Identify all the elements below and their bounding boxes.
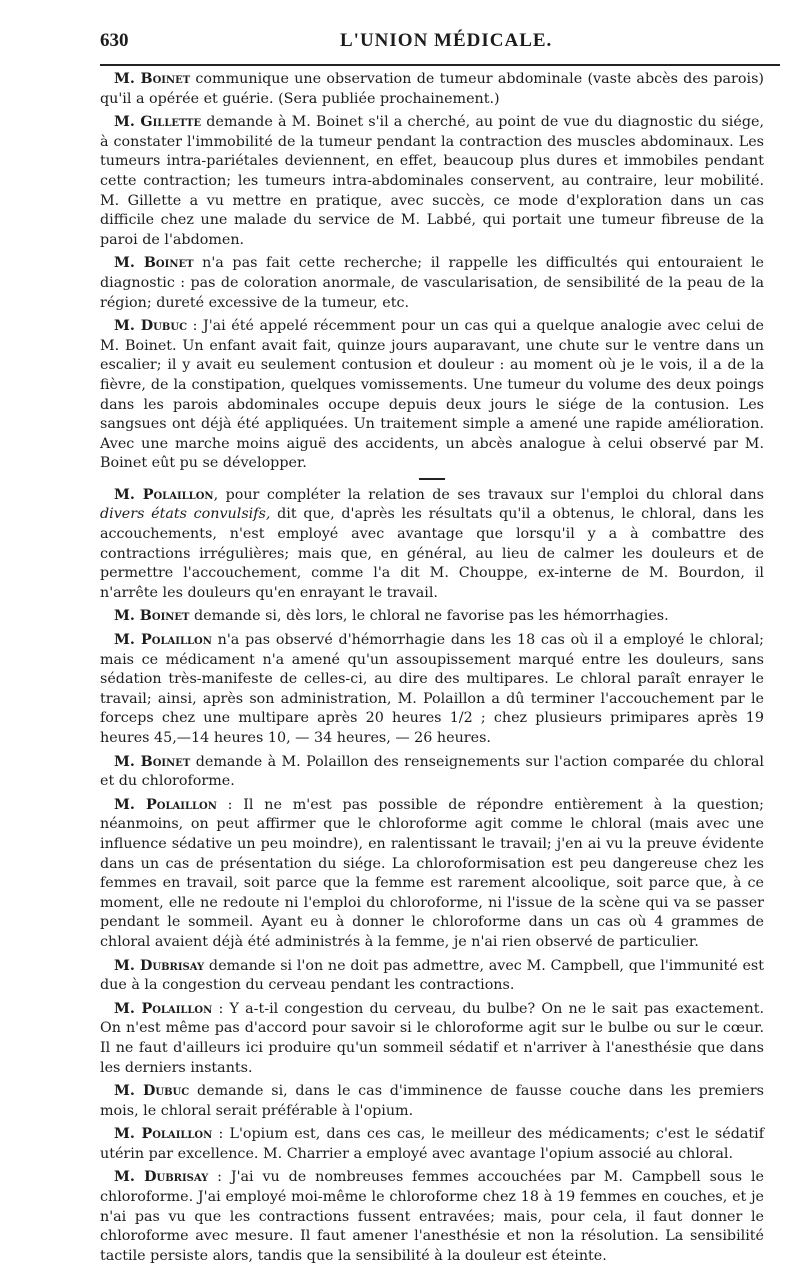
paragraph-boinet-4 bbox=[100, 753, 764, 792]
paragraph-text: n'a pas observé d'hémorrhagie dans les 18 cas où il a employé le chloral; mais ce médicament n'a amené qu'un assoupissement marqué entre les douleurs, sans sédation très-manifeste de celles-ci, au dire des multipares. Le chloral paraît enrayer le travail; ainsi, après son administration, M. Polaillon a dû terminer l'accouchement par le forceps chez une multipare après 20 heures 1/2 ; chez plusieurs primipares après 19 heures 45,—14 heures 10, — 34 heures, — 26 heures. bbox=[100, 632, 764, 746]
speaker-name: M. Dubrisay bbox=[114, 1169, 209, 1186]
speaker-name: M. Polaillon bbox=[114, 1000, 213, 1017]
paragraph-text: : J'ai été appelé récemment pour un cas qui a quelque analogie avec celui de M. Boinet. Un enfant avait fait, quinze jours auparavant, une chute sur le ventre dans un escalier; il y avait eu seulement contusion et douleur : au moment où je le vois, il a de la fièvre, de la constipation, quelques vomissements. Une tumeur du volume des deux poings dans les parois abdominales occupe depuis deux jours le siége de la contusion. Les sangsues ont déjà été appliquées. Un traitement simple a amené une rapide amélioration. Avec une marche moins aiguë des accidents, un abcès analogue à celui observé par M. Boinet eût pu se développer. bbox=[100, 318, 765, 472]
paragraph-polaillon-3 bbox=[100, 796, 764, 953]
speaker-name: M. Gillette bbox=[114, 114, 202, 131]
paragraph-dubuc-1 bbox=[100, 317, 764, 474]
paragraph-text: demande si l'on ne doit pas admettre, avec M. Campbell, que l'immunité est due à la congestion du cerveau pendant les contractions. bbox=[100, 957, 764, 994]
page-number: 630 bbox=[100, 30, 129, 51]
paragraph-gillette-1 bbox=[100, 113, 764, 250]
speaker-name: M. Polaillon bbox=[114, 1126, 213, 1143]
speaker-name: M. Polaillon bbox=[114, 796, 217, 813]
paragraph-polaillon-2 bbox=[100, 631, 764, 749]
paragraph-polaillon-4 bbox=[100, 1000, 764, 1078]
page-header bbox=[100, 30, 764, 62]
paragraph-text: : Il ne m'est pas possible de répondre entièrement à la question; néanmoins, on peut affirmer que le chloroforme agit comme le chloral (mais avec une influence sédative un peu moindre), en ralentissant le travail; j'en ai vu la preuve évidente dans un cas de présentation du siége. La chloroformisation est peu dangereuse chez les femmes en travail, soit parce que la femme est rarement alcoolique, soit parce que, à ce moment, elle ne redoute ni l'emploi du chloroforme, ni l'issue de la scène qui va se passer pendant le sommeil. Ayant eu à donner le chloroforme dans un cas où 4 grammes de chloral avaient déjà été administrés à la femme, je n'ai rien observé de particulier. bbox=[100, 796, 764, 950]
journal-title: L'UNION MÉDICALE. bbox=[340, 30, 553, 51]
speaker-name: M. Polaillon bbox=[114, 486, 214, 503]
paragraph-text: demande à M. Polaillon des renseignements sur l'action comparée du chloral et du chloroforme. bbox=[100, 753, 764, 790]
paragraph-text: : Y a-t-il congestion du cerveau, du bulbe? On ne le sait pas exactement. On n'est même pas d'accord pour savoir si le chloroforme agit sur le bulbe ou sur le cœur. Il ne faut d'ailleurs ici produire qu'un sommeil sédatif et n'arriver à l'anesthésie que dans les derniers instants. bbox=[100, 1000, 764, 1076]
paragraph-text: demande à M. Boinet s'il a cherché, au point de vue du diagnostic du siége, à constater l'immobilité de la tumeur pendant la contraction des muscles abdominaux. Les tumeurs intra-pariétales deviennent, en effet, beaucoup plus dures et immobiles pendant cette contraction; les tumeurs intra-abdominales conservent, au contraire, leur mobilité. M. Gillette a vu mettre en pratique, avec succès, ce mode d'exploration dans un cas difficile chez une malade du service de M. Labbé, qui portait une tumeur fibreuse de la paroi de l'abdomen. bbox=[100, 114, 764, 248]
paragraph-italic-text: divers états convulsifs, bbox=[100, 506, 271, 523]
paragraph-text: , pour compléter la relation de ses travaux sur l'emploi du chloral dans bbox=[213, 486, 764, 503]
paragraph-text-continued: dit que, d'après les résultats qu'il a obtenus, le chloral, dans les accouchements, n'est employé avec avantage que lorsqu'il y a à combattre des contractions irrégulières; mais que, en général, au lieu de calmer les douleurs et de permettre l'accouchement, comme l'a dit M. Chouppe, ex-interne de M. Bourdon, il n'arrête les douleurs qu'en enrayant le travail. bbox=[100, 506, 765, 601]
speaker-name: M. Boinet bbox=[114, 71, 191, 87]
paragraph-text: communique une observation de tumeur abdominale (vaste abcès des parois) qu'il a opérée et guérie. (Sera publiée prochainement.) bbox=[100, 71, 764, 107]
paragraph-dubrisay-1 bbox=[100, 957, 764, 996]
speaker-name: M. Boinet bbox=[114, 608, 190, 625]
paragraph-boinet-3 bbox=[100, 607, 764, 627]
paragraph-text: : J'ai vu de nombreuses femmes accouchées par M. Campbell sous le chloroforme. J'ai employé moi-même le chloroforme chez 18 à 19 femmes en couches, et je n'ai pas vu que les contractions fussent entravées; mais, pour cela, il faut donner le chloroforme avec mesure. Il faut amener l'anesthésie et non la résolution. La sensibilité tactile persiste alors, tandis que la sensibilité à la douleur est éteinte. bbox=[100, 1169, 764, 1264]
paragraph-polaillon-1 bbox=[100, 486, 764, 604]
speaker-name: M. Dubrisay bbox=[114, 957, 205, 974]
paragraph-text: demande si, dans le cas d'imminence de fausse couche dans les premiers mois, le chloral serait préférable à l'opium. bbox=[100, 1083, 764, 1119]
body-text bbox=[100, 70, 764, 1270]
speaker-name: M. Dubuc bbox=[114, 318, 188, 335]
speaker-name: M. Boinet bbox=[114, 753, 191, 770]
section-separator bbox=[419, 478, 445, 480]
paragraph-text: : L'opium est, dans ces cas, le meilleur des médicaments; c'est le sédatif utérin par excellence. M. Charrier a employé avec avantage l'opium associé au chloral. bbox=[100, 1126, 764, 1162]
paragraph-polaillon-5 bbox=[100, 1125, 764, 1164]
paragraph-dubuc-2 bbox=[100, 1082, 764, 1121]
paragraph-dubrisay-2 bbox=[100, 1168, 764, 1266]
paragraph-text: demande si, dès lors, le chloral ne favorise pas les hémorrhagies. bbox=[189, 608, 669, 625]
speaker-name: M. Boinet bbox=[114, 255, 194, 272]
speaker-name: M. Dubuc bbox=[114, 1083, 190, 1100]
paragraph-text: n'a pas fait cette recherche; il rappelle les difficultés qui entouraient le diagnostic : pas de coloration anormale, de vascularisation, de sensibilité de la peau de la région; dureté excessive de la tumeur, etc. bbox=[100, 255, 764, 311]
header-rule bbox=[100, 64, 780, 66]
speaker-name: M. Polaillon bbox=[114, 632, 212, 649]
paragraph-boinet-1 bbox=[100, 70, 764, 109]
paragraph-boinet-2 bbox=[100, 254, 764, 313]
